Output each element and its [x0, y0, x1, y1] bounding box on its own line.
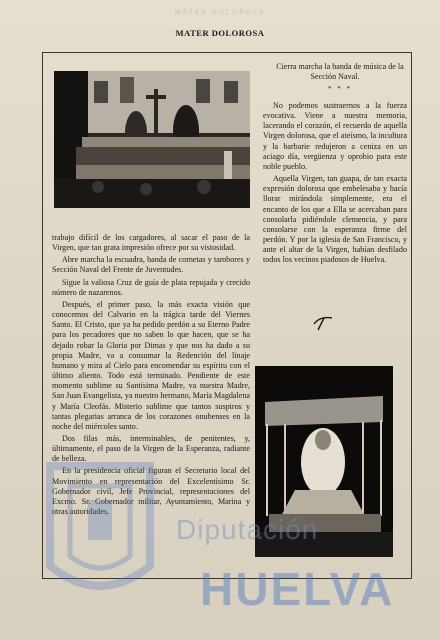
right-text-column	[263, 101, 407, 268]
paragraph: Aquella Virgen, tan guapa, de tan exacta expresión dolorosa que embelesaba y hacía llorar mirándola simplemente, era el encanto de los que a Ella se acercaban para consolarla pidiéndole clemencia, y para consolarse con la esperanza firme del perdón. Y por la iglesia de San Francisco, y ante el altar de la Virgen, habían desfilado todos los vecinos piadosos de Huelva.	[263, 174, 407, 265]
page-title: MATER DOLOROSA	[175, 28, 265, 38]
left-text-column	[52, 233, 250, 519]
section-separator: * * *	[328, 85, 352, 94]
paragraph: Abre marcha la escuadra, banda de cornetas y tambores y Sección Naval del Frente de Juventudes.	[52, 255, 250, 275]
paragraph: Después, el primer paso, la más exacta visión que conocemos del Calvario en la trágica tarde del Viernes Santo. El Cristo, que ya ha pedido perdón a su Eterno Padre para los pecadores que no saben lo que hacen, que se ha dejado robar la Gloria por Dimas y que nos ha dado a su propia Madre, va a consumar la Redención del linaje humano y mira al Cielo para encomendar su espíritu con el último aliento. Todo está terminado. Pendiente de este momento sublime su Santísima Madre, va nuestra Madre, San Juan Evangelista, ya nuestro hermano, María Magdalena y María Cleofás. Misterio sublime que tantos suspiros y tantas plegarias arranca de los corazones onubenses en la noche del miércoles santo.	[52, 299, 251, 431]
watermark-logo-text: HUELVA	[200, 563, 395, 615]
watermark-text: Diputación	[176, 514, 319, 545]
paragraph: Cierra marcha la banda de música de la Sección Naval.	[276, 62, 404, 82]
paragraph: No podemos sustraernos a la fuerza evocativa. Viene a nuestra memoria, lacerando el corazón, el recuerdo de aquella Virgen dolorosa, que el ateísmo, la incultura y la barbarie redujeron a ceniza en un aciago día, vergüenza y oprobio para este noble pueblo.	[263, 101, 407, 171]
paragraph: Dos filas más, interminables, de penitentes, y, últimamente, el paso de la Virgen de la Esperanza, radiante de belleza.	[52, 433, 250, 464]
decorative-swirl-icon	[312, 314, 334, 337]
procession-float-photo	[54, 71, 250, 208]
paragraph: Sigue la valiosa Cruz de guía de plata repujada y crecido número de nazarenos.	[52, 277, 250, 297]
right-top-text	[263, 62, 407, 96]
paragraph: trabajo difícil de los cargadores, al sacar el paso de la Virgen, que tan grata impresión ofrece por su vistosidad.	[52, 233, 250, 253]
paragraph: En la presidencia oficial figuran el Secretario local del Movimiento en representación del Excelentísimo Sr. Gobernador civil, Jefe Provincial, representaciones del Excmo. Sr. Gobernador militar, Ayuntamiento, Marina y otras autoridades.	[52, 466, 250, 517]
bleed-through-header: MATER DOLOROSA	[174, 8, 266, 16]
